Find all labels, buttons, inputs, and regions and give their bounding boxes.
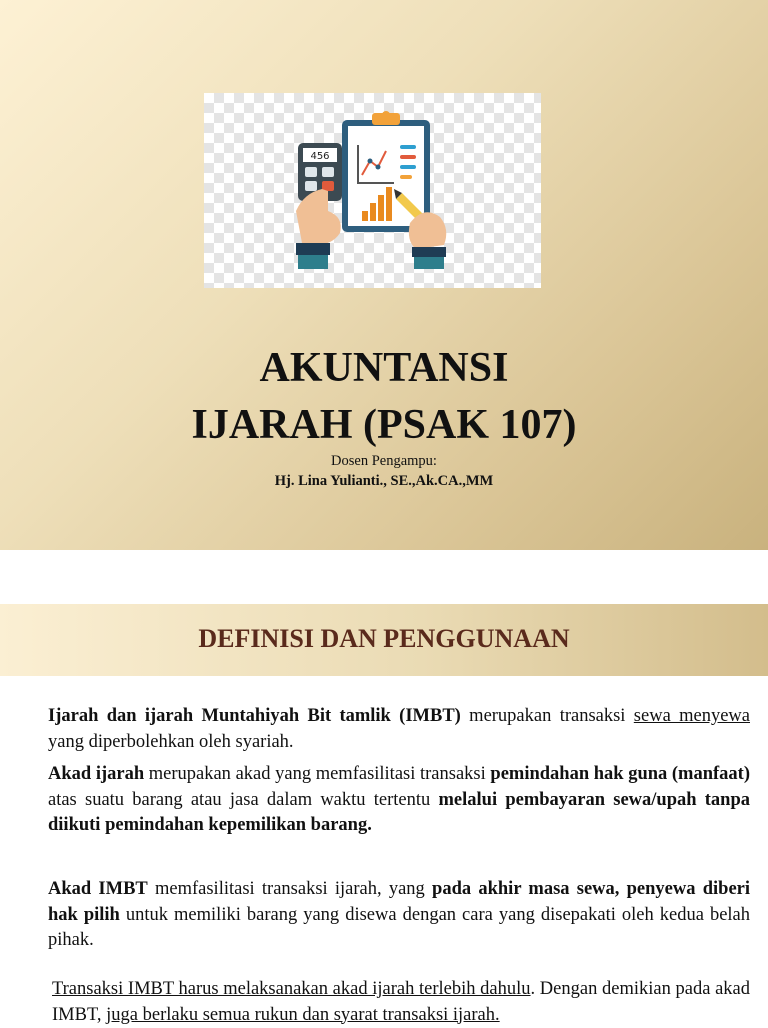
text: yang diperbolehkan oleh syariah. [48,731,294,752]
text: . Dengan demikian pada akad IMBT, [52,979,750,1025]
calculator-display: 456 [310,151,330,162]
lecturer-label: Dosen Pengampu: [331,453,437,469]
paragraph-transaksi-imbt [52,977,750,1028]
paragraph-akad-imbt [48,877,750,954]
heading-banner [0,604,768,676]
underlined-text: Transaksi IMBT harus melaksanakan akad ijarah terlebih dahulu [52,979,531,999]
accounting-clipboard-calculator-icon [204,93,541,288]
bold-text: Akad IMBT [48,879,148,899]
title-line-2: IJARAH (PSAK 107) [191,402,577,448]
text: memfasilitasi transaksi ijarah, yang [147,879,433,899]
bold-text: Akad ijarah [48,764,145,784]
bold-text: pada akhir masa sewa, penyewa diberi hak pilih [48,879,751,925]
underlined-text: juga berlaku semua rukun dan syarat transaksi ijarah. [106,1004,500,1025]
accounting-illustration [204,93,541,288]
paragraph-ijarah-imbt [48,704,750,755]
bold-text: pemindahan hak guna (manfaat) [490,764,750,784]
paragraph-akad-ijarah [48,762,750,839]
definition-slide [0,604,768,1024]
text: atas suatu barang atau jasa dalam waktu tertentu [48,789,439,810]
bold-text: melalui pembayaran sewa/upah tanpa diikuti pemindahan kepemilikan barang. [48,789,750,835]
lecturer-name: Hj. Lina Yulianti., SE.,Ak.CA.,MM [274,473,494,489]
bold-text: Ijarah dan ijarah Muntahiyah Bit tamlik (IMBT) [48,706,461,726]
slide-heading: DEFINISI DAN PENGGUNAAN [198,624,570,653]
text: merupakan akad yang memfasilitasi transaksi [144,764,491,784]
text: merupakan transaksi [460,706,634,726]
text: untuk memiliki barang yang disewa dengan cara yang disepakati oleh kedua belah pihak. [48,904,751,950]
underlined-text: sewa menyewa [633,706,750,726]
title-line-1: AKUNTANSI [259,345,509,391]
